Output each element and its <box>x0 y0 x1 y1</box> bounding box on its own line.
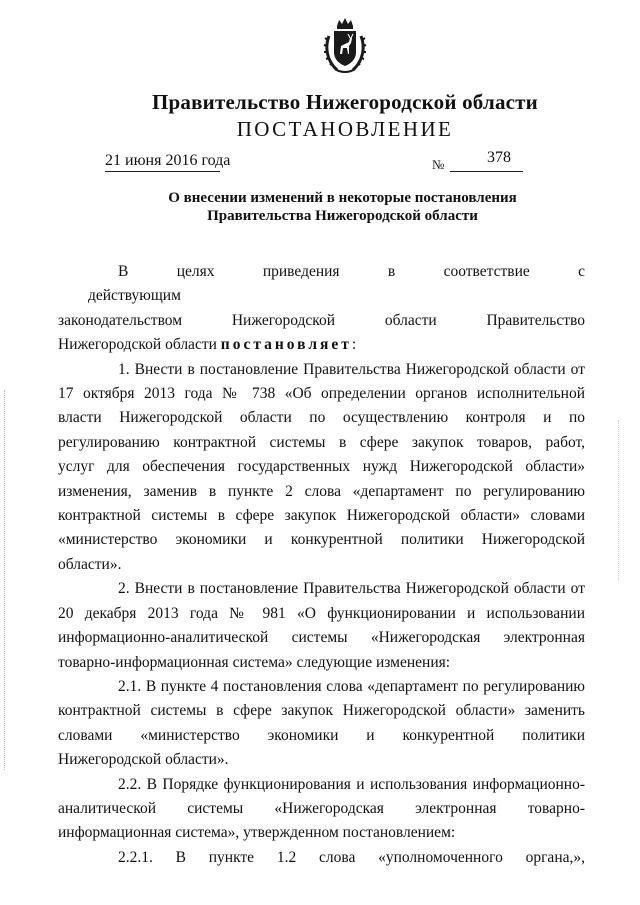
text-line: товарно-информационная система» следующие изменения: <box>58 653 451 671</box>
paragraph-item-2-1 <box>58 675 585 773</box>
text-line: законодательством Нижегородской области Правительство <box>58 311 585 329</box>
text-line: словами «министерство экономики и конкурентной политики <box>58 726 585 744</box>
text-line: 1. Внести в постановление Правительства Нижегородской области от <box>118 360 585 378</box>
subject-line: Правительства Нижегородской области <box>207 208 478 224</box>
subject-line: О внесении изменений в некоторые постановления <box>168 190 517 206</box>
document-type: ПОСТАНОВЛЕНИЕ <box>236 117 454 141</box>
paragraph-item-2-2-1 <box>88 846 585 870</box>
number-underline <box>450 171 523 172</box>
paragraph-item-2 <box>58 577 585 675</box>
text-line: области». <box>58 555 122 573</box>
text-fragment: : <box>351 336 357 354</box>
text-line: регулированию контрактной системы в сфере закупок товаров, работ, <box>58 433 585 451</box>
paragraph-item-2-2 <box>58 773 585 846</box>
text-line: 2.2. В Порядке функционирования и использования информационно- <box>118 775 585 793</box>
text-line: 2.1. В пункте 4 постановления слова «департамент по регулированию <box>118 677 585 695</box>
date-underline <box>105 171 220 172</box>
text-line: Нижегородской области». <box>58 751 229 769</box>
document-number: 378 <box>487 149 511 166</box>
text-line: В целях приведения в соответствие с действующим <box>88 263 585 305</box>
paragraph-item-1 <box>58 358 585 578</box>
text-line: информационно-аналитической системы «Нижегородская электронная <box>58 629 585 647</box>
decree-word: постановляет <box>220 336 352 354</box>
text-line: 17 октября 2013 года № 738 «Об определении органов исполнительной <box>58 385 585 403</box>
text-line: услуг для обеспечения государственных нужд Нижегородской области» <box>58 458 585 476</box>
document-date: 21 июня 2016 года <box>105 152 231 169</box>
text-line: изменения, заменив в пункте 2 слова «департамент по регулированию <box>58 482 585 500</box>
organization-title: Правительство Нижегородской области <box>152 90 538 114</box>
text-line: контрактной системы в сфере закупок Нижегородской области» заменить <box>58 702 585 720</box>
text-line: аналитической системы «Нижегородская электронная товарно- <box>58 799 585 817</box>
text-line: контрактной системы в сфере закупок Нижегородской области» словами <box>58 507 585 525</box>
coat-of-arms-icon <box>323 16 367 74</box>
text-line: «министерство экономики и конкурентной политики Нижегородской <box>58 531 585 549</box>
preamble-paragraph <box>58 260 585 358</box>
number-sign: № <box>432 157 445 172</box>
document-body <box>58 260 585 870</box>
text-line: власти Нижегородской области по осуществлению контроля и по <box>58 409 585 427</box>
text-line: 20 декабря 2013 года № 981 «О функционировании и использовании <box>58 604 585 622</box>
scan-margin-artifact <box>618 420 621 580</box>
text-fragment: Нижегородской области <box>58 336 221 354</box>
text-line: 2.2.1. В пункте 1.2 слова «уполномоченного органа,», <box>118 848 585 866</box>
text-line: 2. Внести в постановление Правительства Нижегородской области от <box>118 580 585 598</box>
scan-margin-artifact <box>4 390 7 770</box>
text-line: информационная система», утвержденном постановлением: <box>58 824 456 842</box>
text-line <box>58 333 585 357</box>
document-subject <box>120 189 565 225</box>
